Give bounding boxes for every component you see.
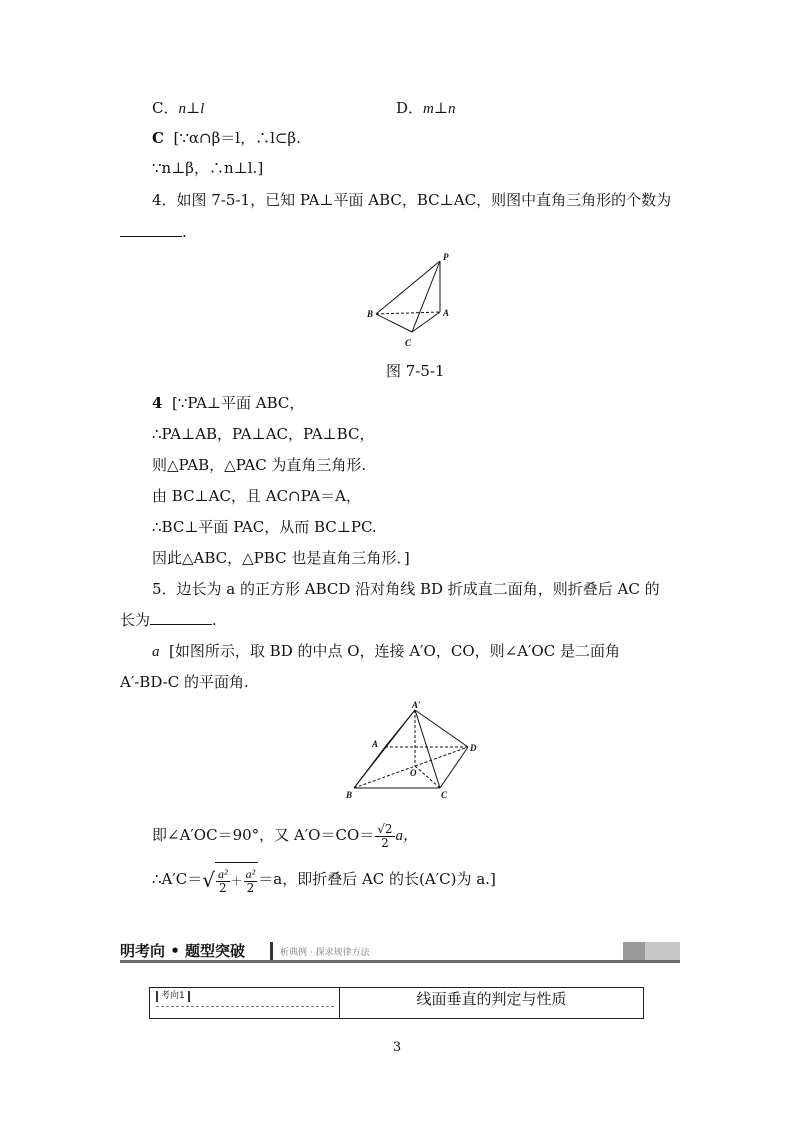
topic-dash-line xyxy=(156,1006,334,1007)
answer-4-line3: 则△PAB，△PAC 为直角三角形. xyxy=(152,456,367,474)
answer-5-line4 xyxy=(152,862,496,898)
page-number: 3 xyxy=(392,1040,402,1055)
label-a: A xyxy=(443,308,450,318)
topic-heading: 线面垂直的判定与性质 xyxy=(416,990,567,1008)
answer-5-line3-post: a， xyxy=(395,828,419,844)
option-d-expr: m⊥n xyxy=(423,101,456,117)
answer-5-value: a xyxy=(152,644,160,660)
question-5-text2: 长为 xyxy=(120,611,151,629)
edge-bc xyxy=(376,314,412,332)
question-5-end: . xyxy=(212,611,217,629)
figure-7-5-1 xyxy=(362,250,462,355)
answer-5-line1: [如图所示，取 BD 的中点 O，连接 A′O，CO，则∠A′OC 是二面角 xyxy=(169,642,620,660)
question-5: 5．边长为 a 的正方形 ABCD 沿对角线 BD 折成直二面角，则折叠后 AC 的 xyxy=(152,580,660,598)
answer-3 xyxy=(152,128,301,148)
section-subtitle: 析典例 · 探求规律方法 xyxy=(280,948,370,958)
answer-4-line5: ∴BC⊥平面 PAC，从而 BC⊥PC. xyxy=(152,518,377,536)
option-d-label: D． xyxy=(396,99,424,117)
frac-sqrt2-over-2 xyxy=(375,823,394,850)
question-4 xyxy=(152,190,671,210)
frac1-num: a² xyxy=(218,867,228,881)
edge-cd xyxy=(440,747,468,788)
answer-4-line1: [∵PA⊥平面 ABC， xyxy=(171,394,305,412)
figure-folded-square xyxy=(340,700,485,805)
edge-ba-hidden xyxy=(376,312,440,314)
sqrt-expression: √ $\frac{\text{a²}}{2}$ ＋ $\frac{\text{a²}}{2}$ xyxy=(202,862,258,898)
section-decor-block-light xyxy=(645,942,680,960)
edge-bp xyxy=(376,261,440,314)
frac-num: √2 xyxy=(377,821,393,836)
section-header xyxy=(120,941,680,963)
answer-5-line3-pre: 即∠A′OC＝90°，又 A′O＝CO＝ xyxy=(152,826,375,844)
topic-tag: 考向1 xyxy=(156,991,190,1002)
question-4-text: 4．如图 7-5-1，已知 PA⊥平面 ABC，BC⊥AC，则图中直角三角形的个数为 xyxy=(152,191,672,209)
answer-5-line2: A′-BD-C 的平面角. xyxy=(120,673,249,691)
topic-table-left-cell xyxy=(150,988,340,1018)
frac-a2-over-2-second xyxy=(244,868,258,895)
answer-4-line4: 由 BC⊥AC，且 AC∩PA＝A， xyxy=(152,487,361,505)
question-5-line2 xyxy=(120,610,217,630)
label-c: C xyxy=(441,790,448,800)
label-b: B xyxy=(346,790,353,800)
edge-a1c xyxy=(415,710,440,788)
label-c: C xyxy=(405,338,412,348)
edge-aa1 xyxy=(385,710,415,747)
plus-sign: ＋ xyxy=(230,874,243,888)
edge-pc xyxy=(412,261,440,332)
answer-5-line3 xyxy=(152,820,418,851)
question-4-blank xyxy=(120,222,182,237)
section-decor-block-dark xyxy=(623,942,645,960)
edge-a1d xyxy=(415,710,468,747)
answer-3-text: [∵α∩β＝l，∴l⊂β. xyxy=(173,129,301,147)
question-4-end: . xyxy=(182,223,187,241)
answer-5 xyxy=(152,641,620,662)
answer-4-value: 4 xyxy=(152,394,163,412)
figure-7-5-1-caption: 图 7-5-1 xyxy=(386,362,445,380)
answer-4-line2: ∴PA⊥AB，PA⊥AC，PA⊥BC， xyxy=(152,425,375,443)
label-b: B xyxy=(367,309,374,319)
topic-table xyxy=(149,987,644,1019)
answer-4-line6: 因此△ABC，△PBC 也是直角三角形．] xyxy=(152,549,410,567)
option-c xyxy=(152,98,204,119)
option-c-label: C． xyxy=(152,99,179,117)
answer-3-letter: C xyxy=(152,129,164,147)
answer-5-line4-pre: ∴A′C＝ xyxy=(152,870,203,888)
section-title: 明考向 • 题型突破 xyxy=(120,942,246,960)
frac-den: 2 xyxy=(381,835,389,850)
option-d xyxy=(396,98,455,119)
answer-5-line4-post: ＝a，即折叠后 AC 的长(A′C)为 a.] xyxy=(258,870,496,888)
frac2-num: a² xyxy=(245,867,256,881)
question-5-blank xyxy=(150,610,212,625)
label-a: A xyxy=(372,739,379,749)
answer-3-line2 xyxy=(152,158,263,178)
frac1-den: 2 xyxy=(219,881,227,895)
section-separator xyxy=(270,942,273,960)
option-c-expr: n⊥l xyxy=(178,101,205,117)
label-a-prime: A′ xyxy=(412,700,421,710)
section-rule xyxy=(120,960,680,963)
answer-4 xyxy=(152,393,304,413)
label-p: P xyxy=(443,252,449,262)
label-o: O xyxy=(410,768,417,778)
question-4-blank-line xyxy=(120,222,187,242)
frac2-den: 2 xyxy=(246,881,255,895)
label-d: D xyxy=(470,743,477,753)
frac-a2-over-2-first xyxy=(216,868,230,895)
answer-3-text2: ∵n⊥β，∴n⊥l.] xyxy=(152,159,264,177)
